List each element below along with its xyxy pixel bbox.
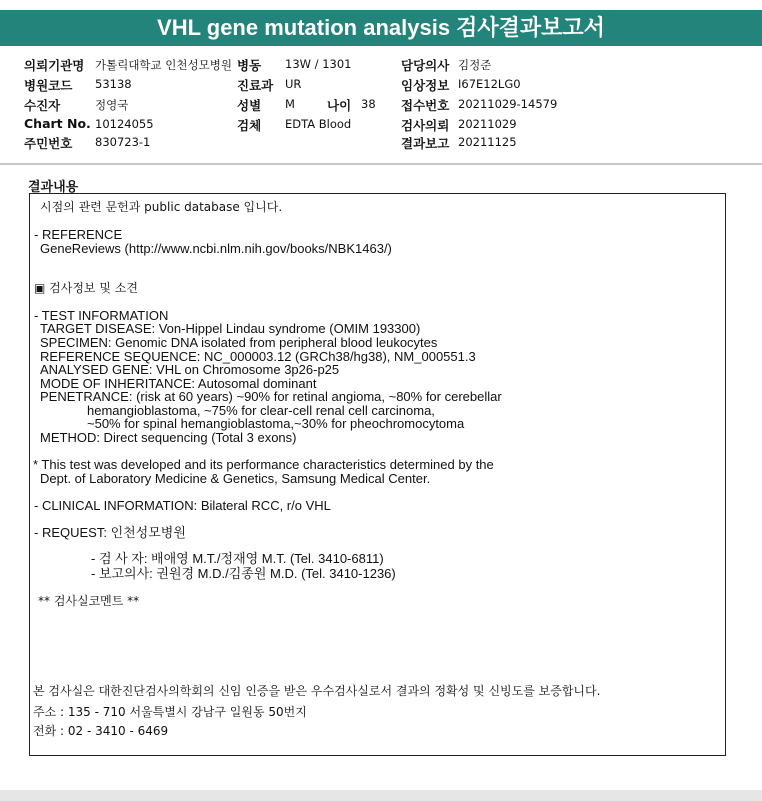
hospital-code-value: 53138: [95, 77, 132, 91]
results-line: METHOD: Direct sequencing (Total 3 exons): [40, 430, 297, 445]
ward-label: 병동: [237, 58, 262, 73]
results-line: - REFERENCE: [34, 227, 123, 242]
results-line: TARGET DISEASE: Von-Hippel Lindau syndrome (OMIM 193300): [40, 321, 421, 336]
header-divider: [0, 163, 762, 165]
bottom-bar: [0, 790, 762, 801]
results-line: 전화 : 02 - 3410 - 6469: [33, 724, 169, 738]
results-line: ▣ 검사정보 및 소견: [34, 281, 138, 295]
clinical-info-value: I67E12LG0: [458, 77, 521, 91]
clinical-info-label: 임상정보: [401, 78, 450, 93]
results-line: PENETRANCE: (risk at 60 years) ~90% for retinal angioma, ~80% for cerebellar: [40, 389, 502, 404]
results-line: - 보고의사: 권원경 M.D./김종원 M.D. (Tel. 3410-1236): [91, 566, 396, 581]
results-box: [29, 193, 726, 756]
results-line: REFERENCE SEQUENCE: NC_000003.12 (GRCh38/hg38), NM_000551.3: [40, 349, 476, 364]
results-line: ANALYSED GENE: VHL on Chromosome 3p26-p25: [40, 362, 340, 377]
age-value: 38: [361, 97, 376, 111]
report-date-value: 20211125: [458, 135, 517, 149]
results-line: 주소 : 135 - 710 서울특별시 강남구 일원동 50번지: [33, 705, 307, 719]
chart-no-label: Chart No.: [24, 116, 91, 131]
test-request-value: 20211029: [458, 117, 517, 131]
test-request-label: 검사의뢰: [401, 118, 450, 133]
age-label: 나이: [327, 98, 352, 113]
department-label: 진료과: [237, 78, 274, 93]
results-line: 본 검사실은 대한진단검사의학회의 신임 인증을 받은 우수검사실로서 결과의 정확성 및 신빙도를 보증합니다.: [33, 684, 601, 698]
sex-label: 성별: [237, 98, 262, 113]
specimen-value: EDTA Blood: [285, 117, 352, 131]
requesting-org-value: 가톨릭대학교 인천성모병원: [95, 58, 232, 72]
results-line: ~50% for spinal hemangioblastoma,~30% for pheochromocytoma: [87, 416, 465, 431]
patient-name-value: 정영국: [95, 98, 129, 112]
resident-no-value: 830723-1: [95, 135, 151, 149]
report-date-label: 결과보고: [401, 136, 450, 151]
results-line: - CLINICAL INFORMATION: Bilateral RCC, r/o VHL: [34, 498, 331, 513]
department-value: UR: [285, 77, 302, 91]
patient-header: [0, 50, 762, 160]
results-line: - REQUEST: 인천성모병원: [34, 525, 186, 540]
resident-no-label: 주민번호: [24, 136, 73, 151]
doctor-label: 담당의사: [401, 58, 450, 73]
results-line: hemangioblastoma, ~75% for clear-cell renal cell carcinoma,: [87, 403, 435, 418]
results-line: Dept. of Laboratory Medicine & Genetics, Samsung Medical Center.: [40, 471, 431, 486]
receipt-no-label: 접수번호: [401, 98, 450, 113]
results-line: ** 검사실코멘트 **: [38, 594, 140, 608]
chart-no-value: 10124055: [95, 117, 154, 131]
doctor-value: 김정준: [458, 58, 492, 72]
results-line: - TEST INFORMATION: [34, 308, 169, 323]
hospital-code-label: 병원코드: [24, 78, 73, 93]
results-line: - 검 사 자: 배애영 M.T./정재영 M.T. (Tel. 3410-6811): [91, 551, 384, 566]
patient-name-label: 수진자: [24, 98, 61, 113]
results-line: GeneReviews (http://www.ncbi.nlm.nih.gov/books/NBK1463/): [40, 241, 392, 256]
requesting-org-label: 의뢰기관명: [24, 58, 85, 73]
report-title: VHL gene mutation analysis 검사결과보고서: [0, 10, 762, 46]
specimen-label: 검체: [237, 118, 262, 133]
results-section-title: 결과내용: [28, 180, 79, 195]
sex-value: M: [285, 97, 295, 111]
results-line: 시점의 관련 문헌과 public database 입니다.: [40, 200, 283, 214]
results-line: * This test was developed and its performance characteristics determined by the: [33, 457, 494, 472]
results-line: SPECIMEN: Genomic DNA isolated from peripheral blood leukocytes: [40, 335, 438, 350]
receipt-no-value: 20211029-14579: [458, 97, 558, 111]
results-line: MODE OF INHERITANCE: Autosomal dominant: [40, 376, 317, 391]
ward-value: 13W / 1301: [285, 57, 352, 71]
